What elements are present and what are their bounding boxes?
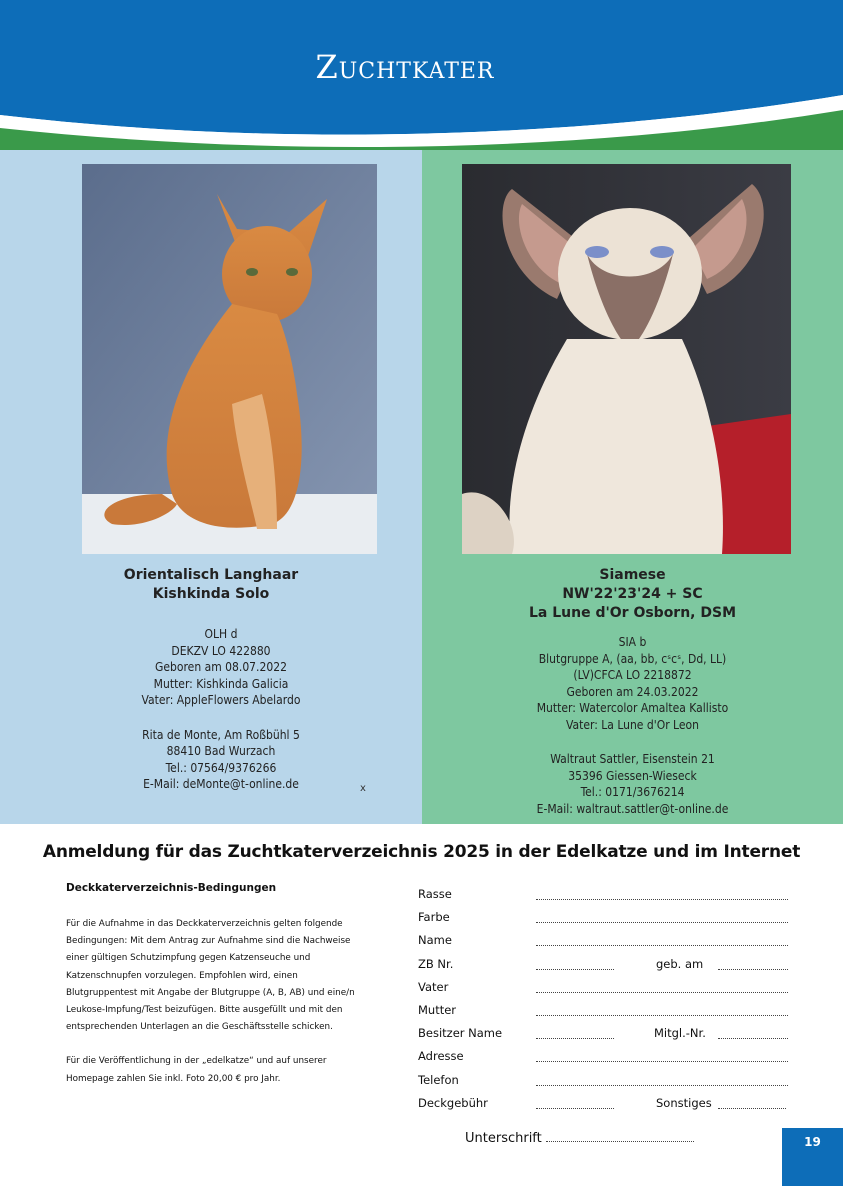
cat-right-owner-line: Tel.: 0171/3676214	[580, 785, 685, 799]
cat-right-titles: NW'22'23'24 + SC	[562, 586, 703, 602]
signature-field[interactable]	[546, 1131, 694, 1142]
sonstiges-field[interactable]	[718, 1097, 786, 1109]
field-label: Farbe	[418, 910, 450, 925]
cat-right-info-line: (LV)CFCA LO 2218872	[573, 668, 692, 682]
geb-field[interactable]	[718, 958, 788, 970]
form-row-zb	[418, 957, 790, 980]
cat-left-info	[0, 626, 442, 793]
mutter-field[interactable]	[536, 1004, 788, 1016]
cat-left-info-line: Mutter: Kishkinda Galicia	[153, 676, 289, 691]
cat-left-heading	[0, 566, 422, 604]
red-cat-photo	[82, 164, 377, 554]
field-label: ZB Nr.	[418, 956, 454, 971]
cat-left-info-line: Vater: AppleFlowers Abelardo	[141, 693, 301, 707]
conditions-block	[66, 916, 356, 1088]
cat-right-breed: Siamese	[599, 567, 666, 583]
publication-text: Für die Veröffentlichung in der „edelkatze“ und auf unserer Homepage zahlen Sie inkl. Foto 20,00 € pro Jahr.	[66, 1056, 327, 1084]
cat-right-owner-email[interactable]: E-Mail: waltraut.sattler@t-online.de	[536, 801, 729, 816]
field-label: Besitzer Name	[418, 1026, 503, 1041]
field-label: geb. am	[656, 956, 704, 971]
conditions-title: Deckkaterverzeichnis-Bedingungen	[66, 882, 277, 894]
field-label: Deckgebühr	[418, 1095, 488, 1110]
field-label: Vater	[418, 979, 449, 994]
field-label: Mutter	[418, 1002, 457, 1017]
mitgl-field[interactable]	[718, 1027, 788, 1039]
cat-right-info-line: Geboren am 24.03.2022	[566, 684, 699, 699]
name-field[interactable]	[536, 934, 788, 946]
farbe-field[interactable]	[536, 911, 788, 923]
cat-left-info-line: OLH d	[204, 627, 238, 641]
form-row-mutter	[418, 1003, 790, 1026]
form-row-deckgebuehr	[418, 1096, 790, 1119]
form-row-adresse	[418, 1049, 790, 1072]
cat-right-info-line: SIA b	[618, 635, 647, 649]
field-label: Telefon	[418, 1072, 459, 1087]
page-header	[0, 0, 843, 150]
cat-right-heading	[422, 566, 843, 623]
cat-panel-right	[422, 150, 843, 824]
cat-left-breed: Orientalisch Langhaar	[123, 567, 299, 583]
vater-field[interactable]	[536, 981, 788, 993]
cat-right-owner-line: 35396 Giessen-Wieseck	[568, 768, 697, 783]
adresse-field[interactable]	[536, 1050, 788, 1062]
cat-right-name: La Lune d'Or Osborn, DSM	[528, 605, 737, 621]
small-mark: x	[360, 783, 366, 794]
page-number: 19	[782, 1128, 843, 1186]
form-row-besitzer	[418, 1026, 790, 1049]
cat-left-owner-line: 88410 Bad Wurzach	[166, 744, 276, 758]
signature-label: Unterschrift	[465, 1131, 542, 1146]
field-label: Mitgl.-Nr.	[654, 1026, 706, 1041]
cat-right-info	[422, 634, 843, 817]
form-heading: Anmeldung für das Zuchtkaterverzeichnis 2025 in der Edelkatze und im Internet	[42, 842, 801, 862]
field-label: Adresse	[418, 1049, 464, 1064]
signature-line	[465, 1131, 694, 1146]
form-row-telefon	[418, 1073, 790, 1096]
rasse-field[interactable]	[536, 888, 788, 900]
form-row-name	[418, 933, 790, 956]
form-row-rasse	[418, 887, 790, 910]
cat-right-owner-line: Waltraut Sattler, Eisenstein 21	[550, 752, 715, 766]
cat-left-info-line: DEKZV LO 422880	[171, 643, 271, 658]
besitzer-field[interactable]	[536, 1027, 614, 1039]
field-label: Name	[418, 933, 452, 948]
cat-left-owner-line: Tel.: 07564/9376266	[165, 760, 277, 775]
zb-field[interactable]	[536, 958, 614, 970]
cat-left-name: Kishkinda Solo	[152, 586, 270, 602]
field-label: Sonstiges	[656, 1095, 712, 1110]
form-row-vater	[418, 980, 790, 1003]
cat-panel-left	[0, 150, 422, 824]
deckgebuehr-field[interactable]	[536, 1097, 614, 1109]
siamese-cat-photo	[462, 164, 791, 554]
telefon-field[interactable]	[536, 1074, 788, 1086]
cat-left-info-line: Geboren am 08.07.2022	[155, 660, 287, 674]
cat-left-owner-email[interactable]: E-Mail: deMonte@t-online.de	[143, 777, 299, 791]
cat-right-info-line: Mutter: Watercolor Amaltea Kallisto	[536, 701, 729, 715]
conditions-text: Für die Aufnahme in das Deckkaterverzeichnis gelten folgende Bedingungen: Mit dem Antrag zur Aufnahme sind die Nachweise einer gültigen Schutzimpfung gegen Katzenseuche und Katzenschnupfen vorzulegen. Empfohlen wird, einen Blutgruppentest mit Angabe der Blutgruppe (A, B, AB) und eine/n Leukose-Impfung/Test beizufügen. Bitte ausgefüllt und mit den entsprechenden Unterlagen an die Geschäftsstelle schicken.	[66, 919, 355, 1033]
field-label: Rasse	[418, 887, 452, 901]
form-row-farbe	[418, 910, 790, 933]
cat-left-owner-line: Rita de Monte, Am Roßbühl 5	[142, 727, 300, 742]
page-title: Zuchtkater	[315, 48, 495, 86]
cat-right-info-line: Blutgruppe A, (aa, bb, cˢcˢ, Dd, LL)	[538, 651, 727, 666]
registration-form	[418, 887, 790, 1119]
cat-right-info-line: Vater: La Lune d'Or Leon	[566, 717, 699, 732]
